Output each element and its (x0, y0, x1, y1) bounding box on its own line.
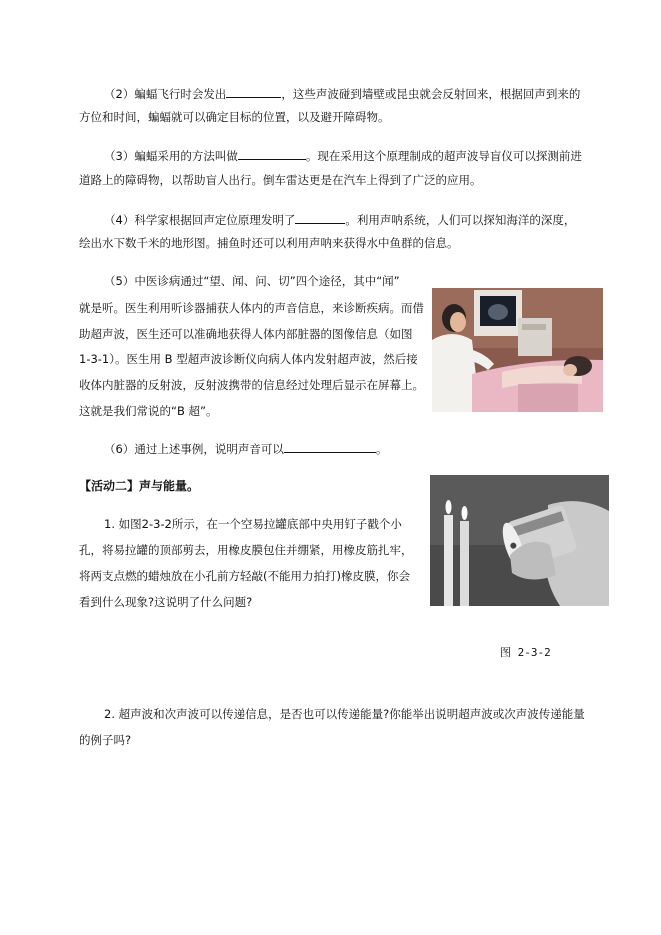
item3-text-b: 。现在采用这个原理制成的超声波导盲仪可以探测前进 (305, 149, 582, 163)
q1-line4: 看到什么现象?这说明了什么问题? (79, 595, 253, 609)
item4-text-b: 。利用声呐系统，人们可以探知海洋的深度， (345, 213, 576, 227)
ultrasound-photo (432, 288, 603, 412)
q2-line2: 的例子吗? (79, 733, 132, 747)
figure-caption: 图 2-3-2 (500, 646, 551, 659)
item4-answer-blank[interactable] (295, 212, 345, 224)
q2-line1: 2. 超声波和次声波可以传递信息，是否也可以传递能量?你能举出说明超声波或次声波传递能量 (104, 707, 585, 721)
item5-line1: （5）中医诊病通过“望、闻、问、切”四个途径，其中“闻” (104, 274, 400, 288)
item3-line2: 道路上的障碍物，以帮助盲人出行。倒车雷达更是在汽车上得到了广泛的应用。 (79, 173, 482, 187)
item4-text-a: （4）科学家根据回声定位原理发明了 (104, 213, 296, 227)
item6-answer-blank[interactable] (284, 441, 376, 453)
item5-line6: 这就是我们常说的“B 超”。 (79, 404, 218, 418)
item6-line1 (104, 441, 387, 456)
item5-line3: 助超声波，医生还可以准确地获得人体内部脏器的图像信息（如图 (79, 327, 413, 341)
item2-line2: 方位和时间，蝙蝠就可以确定目标的位置，以及避开障碍物。 (79, 110, 390, 124)
item4-line2: 绘出水下数千米的地形图。捕鱼时还可以利用声呐来获得水中鱼群的信息。 (79, 236, 459, 250)
ultrasound-photo-illustration (432, 288, 603, 412)
item5-line2: 就是听。医生利用听诊器捕获人体内的声音信息，来诊断疾病。而借 (79, 301, 424, 315)
item5-line5: 收体内脏器的反射波，反射波携带的信息经过处理后显示在屏幕上。 (79, 378, 424, 392)
item4-line1 (104, 212, 575, 227)
item3-text-a: （3）蝙蝠采用的方法叫做 (104, 149, 238, 163)
q1-line3: 将两支点燃的蜡烛放在小孔前方轻敲(不能用力拍打)橡皮膜，你会 (79, 569, 410, 583)
item2-answer-blank[interactable] (226, 86, 281, 98)
item6-text-b: 。 (375, 442, 388, 456)
item2-text-b: ，这些声波碰到墙壁或昆虫就会反射回来，根据回声到来的 (281, 87, 581, 101)
item3-line1 (104, 148, 582, 163)
item6-text-a: （6）通过上述事例，说明声音可以 (104, 442, 284, 456)
item2-text-a: （2）蝙蝠飞行时会发出 (104, 87, 227, 101)
q1-line2: 孔，将易拉罐的顶部剪去，用橡皮膜包住并绷紧，用橡皮筋扎牢， (79, 543, 413, 557)
candle-can-photo (430, 475, 609, 606)
q1-line1: 1. 如图2-3-2所示，在一个空易拉罐底部中央用钉子戳个小 (104, 517, 402, 531)
item5-line4: 1-3-1）。医生用 B 型超声波诊断仪向病人体内发射超声波，然后接 (79, 352, 418, 366)
activity2-heading: 【活动二】声与能量。 (79, 479, 200, 493)
candle-can-photo-illustration (430, 475, 609, 606)
item3-answer-blank[interactable] (238, 148, 306, 160)
item2-line1 (104, 86, 580, 101)
